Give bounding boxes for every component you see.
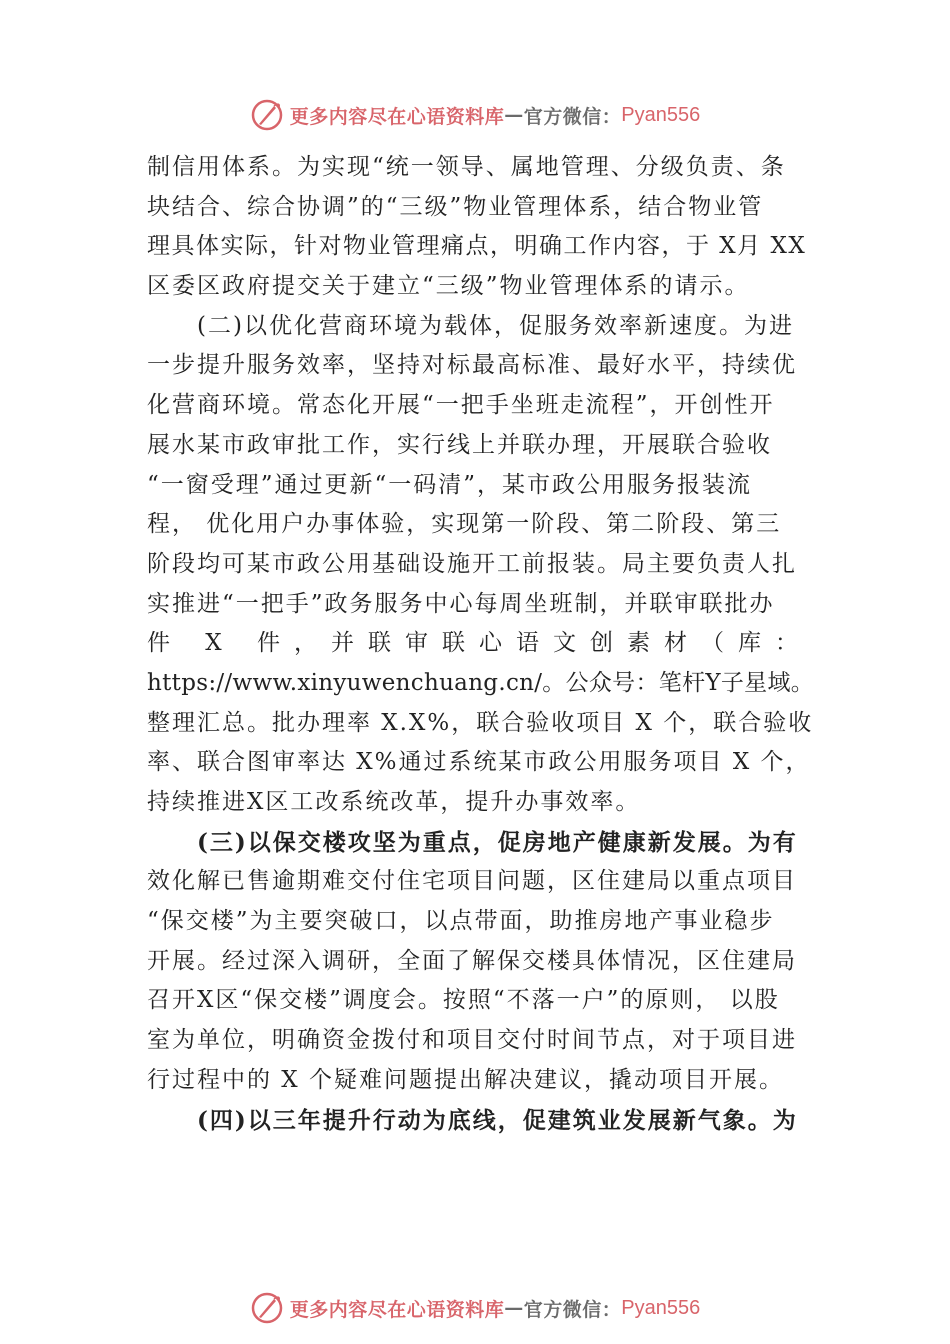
header-banner [0,95,950,135]
document-body [147,148,815,1140]
body-line: 行过程中的 X 个疑难问题提出解决建议，撬动项目开展。 [147,1066,784,1093]
body-line: “一窗受理”通过更新“一码清”，某市政公用服务报装流 [147,471,753,498]
body-line: 开展。经过深入调研，全面了解保交楼具体情况，区住建局 [147,947,797,974]
body-line: 程， 优化用户办事体验，实现第一阶段、第二阶段、第三 [147,511,782,538]
footer-brand: 更多内容尽在心语资料库 [289,1298,505,1321]
body-line: 整理汇总。批办理率 X.X%，联合验收项目 X 个，联合验收 [147,709,814,736]
body-line: 一步提升服务效率，坚持对标最高标准、最好水平，持续优 [147,352,797,379]
body-line: 召开X区“保交楼”调度会。按照“不落一户”的原则， 以股 [147,987,780,1014]
footer-wechat-id: Pyan556 [621,1296,701,1319]
header-wechat-label: 官方微信： [523,105,622,128]
section-heading-3: (三)以保交楼攻坚为重点，促房地产健康新发展。为有 [197,828,798,856]
body-line: 展水某市政审批工作，实行线上并联办理，开展联合验收 [147,431,772,458]
section-heading-2: (二)以优化营商环境为载体，促服务效率新速度。为进 [197,312,794,339]
body-line: “保交楼”为主要突破口，以点带面，助推房地产事业稳步 [147,908,775,935]
body-line: 效化解已售逾期难交付住宅项目问题，区住建局以重点项目 [147,868,797,895]
footer-separator: — [504,1297,524,1319]
body-line: 化营商环境。常态化开展“一把手坐班走流程”，开创性开 [147,392,775,419]
footer-banner [0,1288,950,1328]
quill-logo-icon [250,1291,284,1325]
header-wechat-id: Pyan556 [621,103,701,126]
body-line: 阶段均可某市政公用基础设施开工前报装。局主要负责人扎 [147,550,797,577]
footer-wechat-label: 官方微信： [523,1298,622,1321]
body-line: 室为单位，明确资金拨付和项目交付时间节点，对于项目进 [147,1027,797,1054]
body-line: 件 X 件，并联审联心语文创素材（库： [147,630,812,657]
body-line: 制信用体系。为实现“统一领导、属地管理、分级负责、条 [147,154,786,180]
quill-logo-icon [250,98,284,132]
body-line: 区委区政府提交关于建立“三级”物业管理体系的请示。 [147,273,750,300]
header-brand: 更多内容尽在心语资料库 [289,105,505,128]
body-line: 理具体实际，针对物业管理痛点，明确工作内容，于 X月 XX [147,233,807,260]
body-line: 实推进“一把手”政务服务中心每周坐班制，并联审联批办 [147,590,775,617]
header-separator: — [504,104,524,126]
body-line: 持续推进X区工改系统改革，提升办事效率。 [147,789,641,815]
section-heading-4: (四)以三年提升行动为底线，促建筑业发展新气象。为 [197,1106,798,1134]
body-line: 块结合、综合协调”的“三级”物业管理体系，结合物业管 [147,193,764,220]
body-line: 率、联合图审率达 X%通过系统某市政公用服务项目 X 个， [147,749,811,776]
body-line-url: https://www.xinyuwenchuang.cn/。公众号：笔杆Y子星域。 [147,669,815,696]
